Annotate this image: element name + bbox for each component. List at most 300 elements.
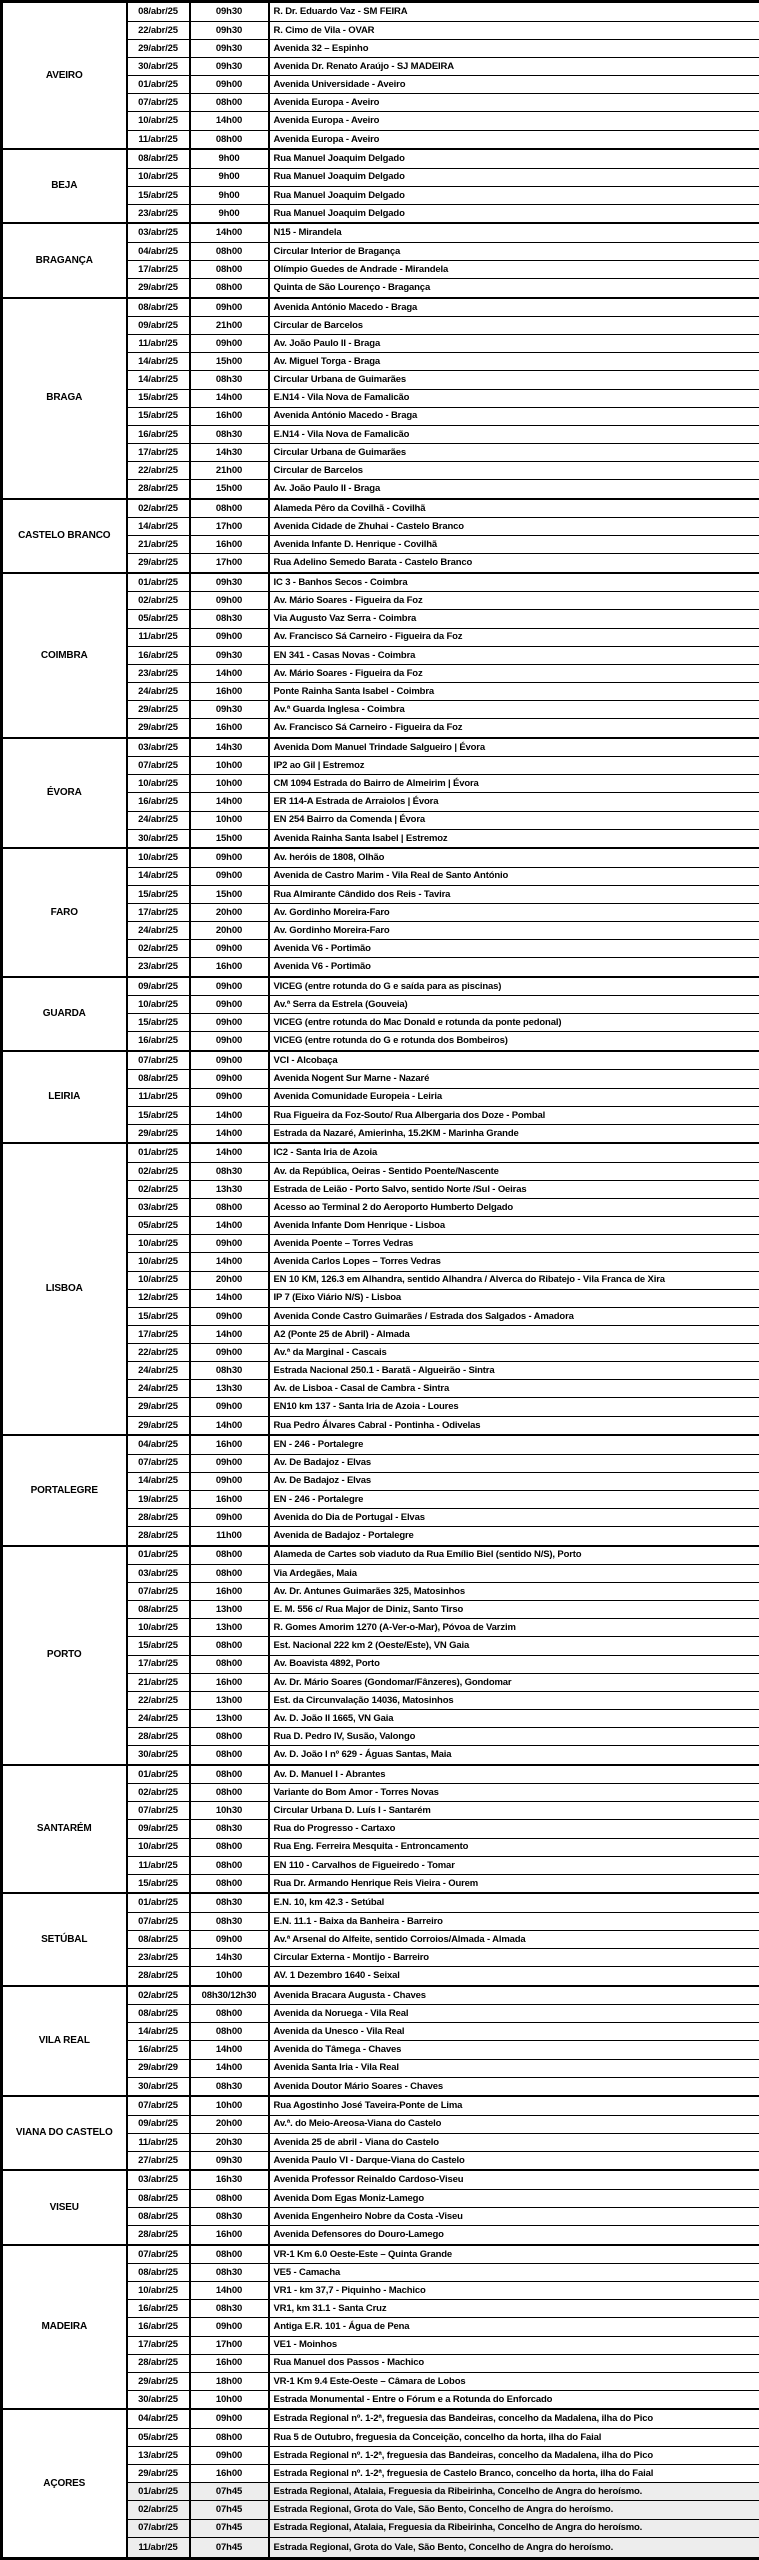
location-cell: Olímpio Guedes de Andrade - Mirandela bbox=[269, 260, 759, 278]
time-cell: 08h00 bbox=[190, 2005, 269, 2023]
time-cell: 07h45 bbox=[190, 2537, 269, 2558]
time-cell: 14h00 bbox=[190, 1143, 269, 1162]
time-cell: 10h00 bbox=[190, 2390, 269, 2409]
table-row bbox=[2, 1435, 759, 1454]
location-cell: VE1 - Moinhos bbox=[269, 2336, 759, 2354]
time-cell: 16h30 bbox=[190, 2170, 269, 2189]
location-cell: Av.ª. do Meio-Areosa-Viana do Castelo bbox=[269, 2115, 759, 2133]
date-cell: 29/abr/25 bbox=[127, 701, 190, 719]
time-cell: 09h30 bbox=[190, 58, 269, 76]
time-cell: 08h00 bbox=[190, 260, 269, 278]
date-cell: 15/abr/25 bbox=[127, 1014, 190, 1032]
location-cell: Av. D. Manuel I - Abrantes bbox=[269, 1765, 759, 1784]
date-cell: 02/abr/25 bbox=[127, 940, 190, 958]
time-cell: 09h30 bbox=[190, 2151, 269, 2170]
time-cell: 14h00 bbox=[190, 112, 269, 130]
date-cell: 07/abr/25 bbox=[127, 2519, 190, 2537]
time-cell: 14h00 bbox=[190, 1253, 269, 1271]
table-row bbox=[2, 2245, 759, 2264]
location-cell: Avenida Defensores do Douro-Lamego bbox=[269, 2226, 759, 2245]
time-cell: 16h00 bbox=[190, 958, 269, 977]
date-cell: 09/abr/25 bbox=[127, 2115, 190, 2133]
time-cell: 07h45 bbox=[190, 2483, 269, 2501]
time-cell: 09h00 bbox=[190, 996, 269, 1014]
district-cell: PORTALEGRE bbox=[2, 1435, 127, 1545]
date-cell: 17/abr/25 bbox=[127, 443, 190, 461]
date-cell: 11/abr/25 bbox=[127, 335, 190, 353]
location-cell: Av. de Lisboa - Casal de Cambra - Sintra bbox=[269, 1380, 759, 1398]
date-cell: 28/abr/25 bbox=[127, 2226, 190, 2245]
location-cell: E. M. 556 c/ Rua Major de Diniz, Santo Tirso bbox=[269, 1601, 759, 1619]
date-cell: 10/abr/25 bbox=[127, 996, 190, 1014]
location-cell: Avenida do Tâmega - Chaves bbox=[269, 2041, 759, 2059]
date-cell: 22/abr/25 bbox=[127, 1344, 190, 1362]
date-cell: 07/abr/25 bbox=[127, 2245, 190, 2264]
location-cell: VR-1 Km 6.0 Oeste-Este – Quinta Grande bbox=[269, 2245, 759, 2264]
location-cell: Quinta de São Lourenço - Bragança bbox=[269, 279, 759, 298]
time-cell: 07h45 bbox=[190, 2501, 269, 2519]
time-cell: 09h00 bbox=[190, 867, 269, 885]
location-cell: Estrada Regional, Grota do Vale, São Bento, Concelho de Angra do heroísmo. bbox=[269, 2501, 759, 2519]
table-row bbox=[2, 848, 759, 867]
date-cell: 22/abr/25 bbox=[127, 1691, 190, 1709]
time-cell: 14h30 bbox=[190, 1949, 269, 1967]
location-cell: R. Cimo de Vila - OVAR bbox=[269, 21, 759, 39]
time-cell: 08h00 bbox=[190, 94, 269, 112]
date-cell: 16/abr/25 bbox=[127, 2318, 190, 2336]
time-cell: 16h00 bbox=[190, 2354, 269, 2372]
location-cell: IC2 - Santa Iria de Azoia bbox=[269, 1143, 759, 1162]
time-cell: 9h00 bbox=[190, 204, 269, 223]
time-cell: 08h30 bbox=[190, 610, 269, 628]
time-cell: 08h00 bbox=[190, 1728, 269, 1746]
time-cell: 09h00 bbox=[190, 848, 269, 867]
time-cell: 09h00 bbox=[190, 335, 269, 353]
date-cell: 30/abr/25 bbox=[127, 829, 190, 848]
date-cell: 14/abr/25 bbox=[127, 867, 190, 885]
location-cell: CM 1094 Estrada do Bairro de Almeirim | Évora bbox=[269, 775, 759, 793]
location-cell: Rua Agostinho José Taveira-Ponte de Lima bbox=[269, 2096, 759, 2115]
time-cell: 13h00 bbox=[190, 1601, 269, 1619]
location-cell: Av.ª da Marginal - Cascais bbox=[269, 1344, 759, 1362]
location-cell: Estrada de Leião - Porto Salvo, sentido Norte /Sul - Oeiras bbox=[269, 1180, 759, 1198]
location-cell: Circular Urbana D. Luís I - Santarém bbox=[269, 1802, 759, 1820]
location-cell: Avenida de Badajoz - Portalegre bbox=[269, 1527, 759, 1546]
date-cell: 01/abr/25 bbox=[127, 573, 190, 592]
location-cell: R. Dr. Eduardo Vaz - SM FEIRA bbox=[269, 2, 759, 22]
location-cell: Avenida Carlos Lopes – Torres Vedras bbox=[269, 1253, 759, 1271]
location-cell: Av. D. João I nº 629 - Águas Santas, Maia bbox=[269, 1746, 759, 1765]
location-cell: Avenida da Unesco - Vila Real bbox=[269, 2023, 759, 2041]
time-cell: 10h00 bbox=[190, 775, 269, 793]
date-cell: 05/abr/25 bbox=[127, 2428, 190, 2446]
location-cell: Avenida de Castro Marim - Vila Real de Santo António bbox=[269, 867, 759, 885]
date-cell: 07/abr/25 bbox=[127, 1454, 190, 1472]
location-cell: Estrada Regional nº. 1-2ª, freguesia das Bandeiras, concelho da Madalena, ilha do Pico bbox=[269, 2447, 759, 2465]
date-cell: 07/abr/25 bbox=[127, 94, 190, 112]
date-cell: 28/abr/25 bbox=[127, 480, 190, 499]
time-cell: 08h00 bbox=[190, 279, 269, 298]
time-cell: 20h00 bbox=[190, 903, 269, 921]
location-cell: Av. da República, Oeiras - Sentido Poente/Nascente bbox=[269, 1162, 759, 1180]
date-cell: 28/abr/25 bbox=[127, 1728, 190, 1746]
time-cell: 16h00 bbox=[190, 719, 269, 738]
time-cell: 13h00 bbox=[190, 1709, 269, 1727]
location-cell: Avenida 32 – Espinho bbox=[269, 39, 759, 57]
date-cell: 08/abr/25 bbox=[127, 2005, 190, 2023]
time-cell: 15h00 bbox=[190, 353, 269, 371]
time-cell: 16h00 bbox=[190, 2465, 269, 2483]
time-cell: 16h00 bbox=[190, 407, 269, 425]
time-cell: 08h00 bbox=[190, 1784, 269, 1802]
date-cell: 27/abr/25 bbox=[127, 2151, 190, 2170]
date-cell: 15/abr/25 bbox=[127, 407, 190, 425]
time-cell: 14h00 bbox=[190, 389, 269, 407]
district-cell: BRAGANÇA bbox=[2, 223, 127, 297]
date-cell: 16/abr/25 bbox=[127, 2300, 190, 2318]
date-cell: 02/abr/25 bbox=[127, 499, 190, 518]
location-cell: Avenida Infante Dom Henrique - Lisboa bbox=[269, 1217, 759, 1235]
date-cell: 11/abr/25 bbox=[127, 1856, 190, 1874]
time-cell: 15h00 bbox=[190, 829, 269, 848]
date-cell: 02/abr/25 bbox=[127, 1986, 190, 2005]
location-cell: E.N. 10, km 42.3 - Setúbal bbox=[269, 1893, 759, 1912]
location-cell: Circular Interior de Bragança bbox=[269, 242, 759, 260]
location-cell: Av. heróis de 1808, Olhão bbox=[269, 848, 759, 867]
date-cell: 03/abr/25 bbox=[127, 738, 190, 757]
table-row bbox=[2, 1893, 759, 1912]
date-cell: 14/abr/25 bbox=[127, 371, 190, 389]
time-cell: 08h30 bbox=[190, 1162, 269, 1180]
location-cell: Avenida Doutor Mário Soares - Chaves bbox=[269, 2077, 759, 2096]
table-row bbox=[2, 499, 759, 518]
time-cell: 08h30/12h30 bbox=[190, 1986, 269, 2005]
time-cell: 09h00 bbox=[190, 1307, 269, 1325]
date-cell: 07/abr/25 bbox=[127, 2096, 190, 2115]
location-cell: N15 - Mirandela bbox=[269, 223, 759, 242]
time-cell: 14h00 bbox=[190, 1416, 269, 1435]
time-cell: 08h00 bbox=[190, 130, 269, 149]
location-cell: IC 3 - Banhos Secos - Coimbra bbox=[269, 573, 759, 592]
time-cell: 20h00 bbox=[190, 1271, 269, 1289]
location-cell: E.N14 - Vila Nova de Famalicão bbox=[269, 425, 759, 443]
schedule-table-body bbox=[2, 2, 759, 2559]
table-row bbox=[2, 1986, 759, 2005]
location-cell: Av. Dr. Antunes Guimarães 325, Matosinhos bbox=[269, 1583, 759, 1601]
location-cell: Circular Externa - Montijo - Barreiro bbox=[269, 1949, 759, 1967]
location-cell: VICEG (entre rotunda do Mac Donald e rotunda da ponte pedonal) bbox=[269, 1014, 759, 1032]
location-cell: Avenida Europa - Aveiro bbox=[269, 94, 759, 112]
location-cell: Estrada Nacional 250.1 - Baratã - Algueirão - Sintra bbox=[269, 1362, 759, 1380]
date-cell: 04/abr/25 bbox=[127, 1435, 190, 1454]
district-cell: SANTARÉM bbox=[2, 1765, 127, 1894]
date-cell: 01/abr/25 bbox=[127, 76, 190, 94]
location-cell: Av. Boavista 4892, Porto bbox=[269, 1655, 759, 1673]
time-cell: 14h00 bbox=[190, 1106, 269, 1124]
location-cell: Avenida Dr. Renato Araújo - SJ MADEIRA bbox=[269, 58, 759, 76]
time-cell: 08h30 bbox=[190, 2077, 269, 2096]
date-cell: 28/abr/25 bbox=[127, 1967, 190, 1986]
date-cell: 29/abr/25 bbox=[127, 39, 190, 57]
table-row bbox=[2, 223, 759, 242]
location-cell: Avenida Infante D. Henrique - Covilhã bbox=[269, 536, 759, 554]
time-cell: 14h00 bbox=[190, 2282, 269, 2300]
time-cell: 09h00 bbox=[190, 1454, 269, 1472]
time-cell: 09h00 bbox=[190, 1930, 269, 1948]
date-cell: 16/abr/25 bbox=[127, 646, 190, 664]
date-cell: 29/abr/25 bbox=[127, 719, 190, 738]
location-cell: Avenida Paulo VI - Darque-Viana do Castelo bbox=[269, 2151, 759, 2170]
time-cell: 09h00 bbox=[190, 1051, 269, 1070]
date-cell: 22/abr/25 bbox=[127, 21, 190, 39]
date-cell: 09/abr/25 bbox=[127, 317, 190, 335]
date-cell: 28/abr/25 bbox=[127, 2354, 190, 2372]
time-cell: 09h00 bbox=[190, 977, 269, 996]
date-cell: 10/abr/25 bbox=[127, 1619, 190, 1637]
date-cell: 30/abr/25 bbox=[127, 2077, 190, 2096]
location-cell: Av. De Badajoz - Elvas bbox=[269, 1472, 759, 1490]
date-cell: 23/abr/25 bbox=[127, 664, 190, 682]
time-cell: 09h00 bbox=[190, 940, 269, 958]
date-cell: 03/abr/25 bbox=[127, 2170, 190, 2189]
time-cell: 21h00 bbox=[190, 317, 269, 335]
time-cell: 08h30 bbox=[190, 1893, 269, 1912]
table-row bbox=[2, 298, 759, 317]
time-cell: 14h00 bbox=[190, 1289, 269, 1307]
time-cell: 17h00 bbox=[190, 2336, 269, 2354]
district-cell: AÇORES bbox=[2, 2409, 127, 2558]
date-cell: 14/abr/25 bbox=[127, 2023, 190, 2041]
time-cell: 09h00 bbox=[190, 592, 269, 610]
time-cell: 13h30 bbox=[190, 1180, 269, 1198]
date-cell: 10/abr/25 bbox=[127, 775, 190, 793]
time-cell: 14h30 bbox=[190, 443, 269, 461]
time-cell: 14h00 bbox=[190, 1325, 269, 1343]
date-cell: 01/abr/25 bbox=[127, 1143, 190, 1162]
location-cell: VICEG (entre rotunda do G e saída para as piscinas) bbox=[269, 977, 759, 996]
location-cell: Rua Pedro Álvares Cabral - Pontinha - Odivelas bbox=[269, 1416, 759, 1435]
time-cell: 09h00 bbox=[190, 2318, 269, 2336]
date-cell: 12/abr/25 bbox=[127, 1289, 190, 1307]
location-cell: Avenida Professor Reinaldo Cardoso-Viseu bbox=[269, 2170, 759, 2189]
time-cell: 10h00 bbox=[190, 757, 269, 775]
date-cell: 04/abr/25 bbox=[127, 2409, 190, 2428]
table-row bbox=[2, 149, 759, 168]
date-cell: 08/abr/25 bbox=[127, 2189, 190, 2207]
time-cell: 20h30 bbox=[190, 2133, 269, 2151]
time-cell: 09h30 bbox=[190, 21, 269, 39]
time-cell: 11h00 bbox=[190, 1527, 269, 1546]
date-cell: 29/abr/25 bbox=[127, 1398, 190, 1416]
date-cell: 29/abr/25 bbox=[127, 1416, 190, 1435]
date-cell: 15/abr/25 bbox=[127, 1874, 190, 1893]
location-cell: Rua Eng. Ferreira Mesquita - Entroncamento bbox=[269, 1838, 759, 1856]
time-cell: 09h00 bbox=[190, 1014, 269, 1032]
date-cell: 24/abr/25 bbox=[127, 1362, 190, 1380]
date-cell: 15/abr/25 bbox=[127, 186, 190, 204]
date-cell: 16/abr/25 bbox=[127, 1032, 190, 1051]
date-cell: 01/abr/25 bbox=[127, 1546, 190, 1565]
time-cell: 10h30 bbox=[190, 1802, 269, 1820]
time-cell: 16h00 bbox=[190, 1673, 269, 1691]
time-cell: 14h00 bbox=[190, 223, 269, 242]
time-cell: 20h00 bbox=[190, 2115, 269, 2133]
date-cell: 10/abr/25 bbox=[127, 1271, 190, 1289]
time-cell: 08h00 bbox=[190, 1765, 269, 1784]
date-cell: 23/abr/25 bbox=[127, 1949, 190, 1967]
location-cell: Rua Almirante Cândido dos Reis - Tavira bbox=[269, 885, 759, 903]
table-row bbox=[2, 1765, 759, 1784]
time-cell: 10h00 bbox=[190, 2096, 269, 2115]
location-cell: EN 341 - Casas Novas - Coimbra bbox=[269, 646, 759, 664]
location-cell: EN - 246 - Portalegre bbox=[269, 1435, 759, 1454]
time-cell: 13h30 bbox=[190, 1380, 269, 1398]
time-cell: 09h00 bbox=[190, 1070, 269, 1088]
location-cell: Av. D. João II 1665, VN Gaia bbox=[269, 1709, 759, 1727]
time-cell: 16h00 bbox=[190, 1435, 269, 1454]
date-cell: 11/abr/25 bbox=[127, 130, 190, 149]
date-cell: 09/abr/25 bbox=[127, 1820, 190, 1838]
date-cell: 16/abr/25 bbox=[127, 793, 190, 811]
location-cell: Rua Adelino Semedo Barata - Castelo Branco bbox=[269, 554, 759, 573]
time-cell: 14h00 bbox=[190, 2041, 269, 2059]
date-cell: 29/abr/25 bbox=[127, 554, 190, 573]
time-cell: 08h00 bbox=[190, 2189, 269, 2207]
date-cell: 30/abr/25 bbox=[127, 2390, 190, 2409]
location-cell: Antiga E.R. 101 - Água de Pena bbox=[269, 2318, 759, 2336]
district-cell: PORTO bbox=[2, 1546, 127, 1765]
date-cell: 02/abr/25 bbox=[127, 1180, 190, 1198]
time-cell: 21h00 bbox=[190, 462, 269, 480]
location-cell: Avenida Conde Castro Guimarães / Estrada dos Salgados - Amadora bbox=[269, 1307, 759, 1325]
location-cell: Avenida Nogent Sur Marne - Nazaré bbox=[269, 1070, 759, 1088]
date-cell: 11/abr/25 bbox=[127, 2537, 190, 2558]
date-cell: 15/abr/25 bbox=[127, 1637, 190, 1655]
date-cell: 30/abr/25 bbox=[127, 1746, 190, 1765]
location-cell: Avenida Universidade - Aveiro bbox=[269, 76, 759, 94]
date-cell: 24/abr/25 bbox=[127, 682, 190, 700]
date-cell: 10/abr/25 bbox=[127, 1838, 190, 1856]
location-cell: A2 (Ponte 25 de Abril) - Almada bbox=[269, 1325, 759, 1343]
date-cell: 05/abr/25 bbox=[127, 610, 190, 628]
date-cell: 11/abr/25 bbox=[127, 2133, 190, 2151]
time-cell: 14h00 bbox=[190, 1124, 269, 1143]
time-cell: 09h30 bbox=[190, 39, 269, 57]
location-cell: Av. Francisco Sá Carneiro - Figueira da Foz bbox=[269, 628, 759, 646]
time-cell: 20h00 bbox=[190, 922, 269, 940]
location-cell: Estrada Monumental - Entre o Fórum e a Rotunda do Enforcado bbox=[269, 2390, 759, 2409]
location-cell: Acesso ao Terminal 2 do Aeroporto Humberto Delgado bbox=[269, 1199, 759, 1217]
date-cell: 10/abr/25 bbox=[127, 1235, 190, 1253]
district-cell: VILA REAL bbox=[2, 1986, 127, 2096]
date-cell: 01/abr/25 bbox=[127, 2483, 190, 2501]
location-cell: Avenida Bracara Augusta - Chaves bbox=[269, 1986, 759, 2005]
date-cell: 22/abr/25 bbox=[127, 462, 190, 480]
time-cell: 08h00 bbox=[190, 242, 269, 260]
location-cell: IP 7 (Eixo Viário N/S) - Lisboa bbox=[269, 1289, 759, 1307]
time-cell: 08h00 bbox=[190, 2245, 269, 2264]
time-cell: 09h00 bbox=[190, 628, 269, 646]
location-cell: EN 110 - Carvalhos de Figueiredo - Tomar bbox=[269, 1856, 759, 1874]
date-cell: 08/abr/25 bbox=[127, 149, 190, 168]
location-cell: IP2 ao Gil | Estremoz bbox=[269, 757, 759, 775]
location-cell: VE5 - Camacha bbox=[269, 2264, 759, 2282]
date-cell: 17/abr/25 bbox=[127, 1325, 190, 1343]
location-cell: Avenida 25 de abril - Viana do Castelo bbox=[269, 2133, 759, 2151]
date-cell: 17/abr/25 bbox=[127, 903, 190, 921]
location-cell: Av. Francisco Sá Carneiro - Figueira da Foz bbox=[269, 719, 759, 738]
location-cell: Rua Dr. Armando Henrique Reis Vieira - Ourem bbox=[269, 1874, 759, 1893]
date-cell: 17/abr/25 bbox=[127, 1655, 190, 1673]
time-cell: 08h30 bbox=[190, 425, 269, 443]
location-cell: Alameda Pêro da Covilhã - Covilhã bbox=[269, 499, 759, 518]
date-cell: 14/abr/25 bbox=[127, 518, 190, 536]
date-cell: 09/abr/25 bbox=[127, 977, 190, 996]
date-cell: 07/abr/25 bbox=[127, 757, 190, 775]
location-cell: Avenida Rainha Santa Isabel | Estremoz bbox=[269, 829, 759, 848]
time-cell: 09h00 bbox=[190, 1088, 269, 1106]
district-cell: SETÚBAL bbox=[2, 1893, 127, 1985]
time-cell: 09h00 bbox=[190, 76, 269, 94]
date-cell: 04/abr/25 bbox=[127, 242, 190, 260]
location-cell: Av. João Paulo II - Braga bbox=[269, 335, 759, 353]
location-cell: Avenida da Noruega - Vila Real bbox=[269, 2005, 759, 2023]
time-cell: 09h00 bbox=[190, 1508, 269, 1526]
time-cell: 09h00 bbox=[190, 1235, 269, 1253]
location-cell: Av. Mário Soares - Figueira da Foz bbox=[269, 664, 759, 682]
date-cell: 17/abr/25 bbox=[127, 2336, 190, 2354]
date-cell: 29/abr/25 bbox=[127, 1124, 190, 1143]
location-cell: Avenida Dom Manuel Trindade Salgueiro | Évora bbox=[269, 738, 759, 757]
time-cell: 15h00 bbox=[190, 885, 269, 903]
location-cell: Rua Manuel Joaquim Delgado bbox=[269, 204, 759, 223]
location-cell: E.N14 - Vila Nova de Famalicão bbox=[269, 389, 759, 407]
time-cell: 08h30 bbox=[190, 2207, 269, 2225]
table-row bbox=[2, 1546, 759, 1565]
district-cell: ÉVORA bbox=[2, 738, 127, 848]
time-cell: 09h30 bbox=[190, 701, 269, 719]
date-cell: 24/abr/25 bbox=[127, 1709, 190, 1727]
time-cell: 09h00 bbox=[190, 1032, 269, 1051]
time-cell: 14h30 bbox=[190, 738, 269, 757]
date-cell: 29/abr/25 bbox=[127, 279, 190, 298]
date-cell: 10/abr/25 bbox=[127, 1253, 190, 1271]
location-cell: Via Ardegães, Maia bbox=[269, 1564, 759, 1582]
time-cell: 9h00 bbox=[190, 168, 269, 186]
location-cell: VR-1 Km 9.4 Este-Oeste – Câmara de Lobos bbox=[269, 2372, 759, 2390]
location-cell: Rua Figueira da Foz-Souto/ Rua Albergaria dos Doze - Pombal bbox=[269, 1106, 759, 1124]
location-cell: Avenida Dom Egas Moniz-Lamego bbox=[269, 2189, 759, 2207]
time-cell: 08h30 bbox=[190, 1820, 269, 1838]
location-cell: VICEG (entre rotunda do G e rotunda dos Bombeiros) bbox=[269, 1032, 759, 1051]
date-cell: 24/abr/25 bbox=[127, 811, 190, 829]
date-cell: 03/abr/25 bbox=[127, 1199, 190, 1217]
location-cell: Avenida Santa Iria - Vila Real bbox=[269, 2059, 759, 2077]
time-cell: 09h30 bbox=[190, 2, 269, 22]
date-cell: 24/abr/25 bbox=[127, 922, 190, 940]
time-cell: 08h00 bbox=[190, 1746, 269, 1765]
location-cell: Avenida do Dia de Portugal - Elvas bbox=[269, 1508, 759, 1526]
location-cell: Circular de Barcelos bbox=[269, 462, 759, 480]
district-cell: VISEU bbox=[2, 2170, 127, 2244]
date-cell: 29/abr/25 bbox=[127, 2372, 190, 2390]
district-cell: GUARDA bbox=[2, 977, 127, 1051]
date-cell: 10/abr/25 bbox=[127, 168, 190, 186]
time-cell: 08h00 bbox=[190, 1874, 269, 1893]
date-cell: 08/abr/25 bbox=[127, 2207, 190, 2225]
date-cell: 10/abr/25 bbox=[127, 112, 190, 130]
location-cell: Av. Gordinho Moreira-Faro bbox=[269, 903, 759, 921]
